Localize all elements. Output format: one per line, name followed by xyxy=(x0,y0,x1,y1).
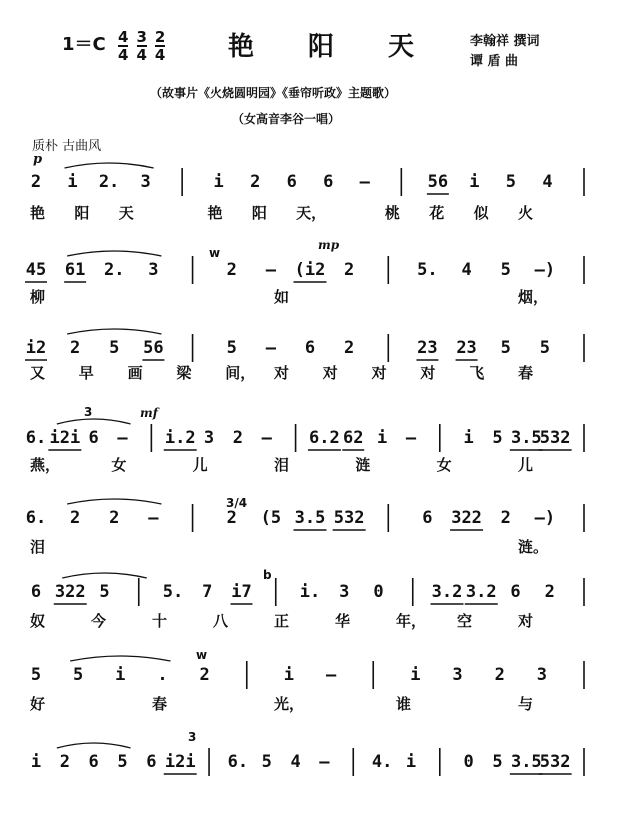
lyric-syllable: 天， xyxy=(296,204,327,222)
lyric-syllable: 正 xyxy=(274,612,290,630)
note: 3.5 xyxy=(510,428,542,448)
note: 56 xyxy=(143,338,164,358)
lyric-syllable: 空 xyxy=(457,612,473,630)
note: — xyxy=(148,508,159,528)
lyric-syllable: 涟 xyxy=(355,456,371,474)
note: 2. xyxy=(98,172,120,192)
note: 5 xyxy=(500,338,511,358)
lyric-syllable: 光， xyxy=(274,695,305,713)
time-signature-2: $\frac{3}{4}$ xyxy=(136,28,147,64)
note: 6. xyxy=(25,428,47,448)
note: i7 xyxy=(231,582,252,602)
note: 2 xyxy=(109,508,120,528)
note: i xyxy=(283,665,295,685)
note: 2 xyxy=(344,338,355,358)
note: 3 xyxy=(536,665,547,685)
note: — xyxy=(325,665,337,685)
note: 5 xyxy=(492,428,503,448)
song-title: 艳阳天 xyxy=(228,32,469,62)
lyric-syllable: 桃 xyxy=(384,204,400,222)
lyric-syllable: 奴 xyxy=(30,612,46,630)
score-mark: 3/4 xyxy=(226,496,248,510)
note: i xyxy=(213,172,224,192)
lyric-syllable: 对 xyxy=(371,364,387,382)
note: 3 xyxy=(148,260,159,280)
lyric-syllable: 如 xyxy=(274,288,290,306)
lyric-syllable: 年， xyxy=(396,612,427,630)
note: i xyxy=(30,752,42,772)
note: 45 xyxy=(25,260,47,280)
note: — xyxy=(265,338,276,358)
note: 2 xyxy=(494,665,505,685)
note: 5 xyxy=(30,665,42,685)
lyric-syllable: 柳 xyxy=(30,288,46,306)
note: 4. xyxy=(371,752,393,772)
note: 5 xyxy=(539,338,550,358)
note: 5 xyxy=(99,582,110,602)
lyric-syllable: 花 xyxy=(429,204,445,222)
lyric-syllable: 儿 xyxy=(518,456,534,474)
note: 6 xyxy=(323,172,334,192)
note: i xyxy=(469,172,480,192)
note: i2i xyxy=(49,428,81,448)
note: 532 xyxy=(539,428,571,448)
time-signature-3: $\frac{2}{4}$ xyxy=(154,28,166,64)
note: — xyxy=(359,172,370,192)
note: i2 xyxy=(25,338,47,358)
note: 2 xyxy=(250,172,261,192)
score-mark: 3 xyxy=(188,730,197,744)
lyric-syllable: 八 xyxy=(213,612,229,630)
score-mark: mp xyxy=(318,238,340,252)
lyric-syllable: 艳 xyxy=(30,204,46,222)
slur xyxy=(67,251,161,256)
note: 23 xyxy=(417,338,438,358)
lyric-syllable: 画 xyxy=(127,364,143,382)
composer: 谭 盾 曲 xyxy=(470,54,519,69)
lyric-syllable: 女 xyxy=(111,456,127,474)
slur xyxy=(57,743,131,748)
note: —) xyxy=(534,508,556,528)
lyric-syllable: 女 xyxy=(436,456,452,474)
note: 5 xyxy=(117,752,128,772)
note: 532 xyxy=(539,752,571,772)
lyric-syllable: 天 xyxy=(118,204,134,222)
slur xyxy=(57,419,131,424)
lyric-syllable: 春 xyxy=(518,364,534,382)
lyric-syllable: 梁 xyxy=(176,364,192,382)
note: i xyxy=(376,428,388,448)
note: 6 xyxy=(286,172,297,192)
note: i.2 xyxy=(164,428,196,448)
time-signature-1: $\frac{4}{4}$ xyxy=(118,28,129,64)
note: 61 xyxy=(64,260,86,280)
note: 322 xyxy=(54,582,86,602)
note: i xyxy=(405,752,417,772)
note: 62 xyxy=(343,428,364,448)
lyric-syllable: 艳 xyxy=(207,204,223,222)
note: 6. xyxy=(227,752,249,772)
note: 5 xyxy=(226,338,237,358)
score-mark: b xyxy=(263,568,272,582)
lyric-syllable: 烟， xyxy=(518,288,549,306)
note: 5. xyxy=(417,260,438,280)
score-mark: mf xyxy=(140,406,158,420)
lyric-syllable: 对 xyxy=(518,612,534,630)
slur xyxy=(70,656,170,661)
note: 4 xyxy=(542,172,553,192)
note: 0 xyxy=(463,752,474,772)
note: 5 xyxy=(109,338,120,358)
note: — xyxy=(319,752,330,772)
note: 6 xyxy=(304,338,316,358)
tempo-marking: 质朴 古曲风 xyxy=(32,139,102,154)
note: 3 xyxy=(203,428,215,448)
note: 3 xyxy=(452,665,463,685)
lyric-syllable: 间， xyxy=(225,364,256,382)
lyric-syllable: 对 xyxy=(322,364,338,382)
subtitle: （故事片《火烧圆明园》《垂帘听政》主题歌） xyxy=(150,86,397,100)
note: i xyxy=(410,665,421,685)
note: 6 xyxy=(88,428,99,448)
note: 6.2 xyxy=(309,428,340,448)
note: 3.2 xyxy=(465,582,497,602)
note: 6 xyxy=(88,752,99,772)
note: 4 xyxy=(290,752,301,772)
note: i xyxy=(463,428,474,448)
note: 4 xyxy=(461,260,472,280)
note: 5 xyxy=(73,665,84,685)
lyric-syllable: 华 xyxy=(335,612,351,630)
note: 0 xyxy=(373,582,384,602)
note: 3.2 xyxy=(431,582,463,602)
dynamic-marking: p xyxy=(33,152,43,167)
note: 6 xyxy=(510,582,521,602)
note: 5 xyxy=(261,752,272,772)
note: 56 xyxy=(427,172,449,192)
slur xyxy=(62,573,147,578)
note: 2 xyxy=(226,508,237,528)
lyric-syllable: 泪 xyxy=(30,538,46,556)
note: — xyxy=(405,428,417,448)
note: i. xyxy=(299,582,321,602)
lyric-syllable: 对 xyxy=(274,364,290,382)
note: 2 xyxy=(199,665,210,685)
lyric-syllable: 今 xyxy=(91,612,107,630)
note: (i2 xyxy=(294,260,326,280)
score-mark: w xyxy=(196,648,208,662)
note: i xyxy=(67,172,78,192)
score-mark: w xyxy=(209,246,221,260)
note: 2 xyxy=(70,508,81,528)
note: 532 xyxy=(333,508,365,528)
lyric-syllable: 涟。 xyxy=(518,538,549,556)
note: 6 xyxy=(30,582,42,602)
note: . xyxy=(157,665,168,685)
note: — xyxy=(265,260,276,280)
lyric-syllable: 儿 xyxy=(192,456,208,474)
note: 6. xyxy=(25,508,47,528)
note: 2 xyxy=(59,752,70,772)
lyricist: 李翰祥 撰词 xyxy=(470,34,540,49)
credits xyxy=(470,32,540,72)
note: 5 xyxy=(500,260,511,280)
lyric-syllable: 泪 xyxy=(274,456,290,474)
note: 5 xyxy=(492,752,503,772)
note: — xyxy=(117,428,128,448)
note: 3 xyxy=(339,582,350,602)
note: 5 xyxy=(505,172,517,192)
time-signatures xyxy=(118,30,165,62)
singer-note: （女高音李谷一唱） xyxy=(232,112,341,126)
lyric-syllable: 早 xyxy=(78,364,94,382)
note: — xyxy=(261,428,272,448)
note: i xyxy=(115,665,126,685)
lyric-syllable: 燕， xyxy=(30,456,61,474)
note: 3.5 xyxy=(510,752,542,772)
note: 2. xyxy=(104,260,125,280)
lyric-syllable: 似 xyxy=(473,204,489,222)
note: 6 xyxy=(422,508,433,528)
lyric-syllable: 好 xyxy=(30,695,46,713)
note: 3.5 xyxy=(294,508,326,528)
lyric-syllable: 阳 xyxy=(251,204,267,222)
note: —) xyxy=(534,260,556,280)
note: (5 xyxy=(260,508,282,528)
note: 2 xyxy=(70,338,81,358)
score-mark: 3 xyxy=(84,405,93,419)
note: 2 xyxy=(544,582,555,602)
note: 3 xyxy=(140,172,151,192)
note: 2 xyxy=(500,508,511,528)
note: 23 xyxy=(456,338,477,358)
lyric-syllable: 又 xyxy=(30,364,46,382)
lyric-syllable: 阳 xyxy=(74,204,90,222)
slur xyxy=(67,499,161,504)
lyric-syllable: 飞 xyxy=(469,364,485,382)
note: 322 xyxy=(451,508,482,528)
note: 2 xyxy=(344,260,355,280)
note: 7 xyxy=(202,582,213,602)
lyric-syllable: 谁 xyxy=(396,695,412,713)
note: 2 xyxy=(232,428,244,448)
slur xyxy=(67,329,161,334)
note: 2 xyxy=(30,172,42,192)
note: 6 xyxy=(146,752,157,772)
lyric-syllable: 十 xyxy=(152,612,168,630)
lyric-syllable: 与 xyxy=(518,695,534,713)
note: 2 xyxy=(226,260,237,280)
note: 5. xyxy=(162,582,184,602)
key-signature: 1＝C xyxy=(62,34,106,55)
lyric-syllable: 春 xyxy=(152,695,168,713)
lyric-syllable: 对 xyxy=(420,364,436,382)
note: i2i xyxy=(164,752,196,772)
slur xyxy=(65,163,154,168)
lyric-syllable: 火 xyxy=(518,204,534,222)
